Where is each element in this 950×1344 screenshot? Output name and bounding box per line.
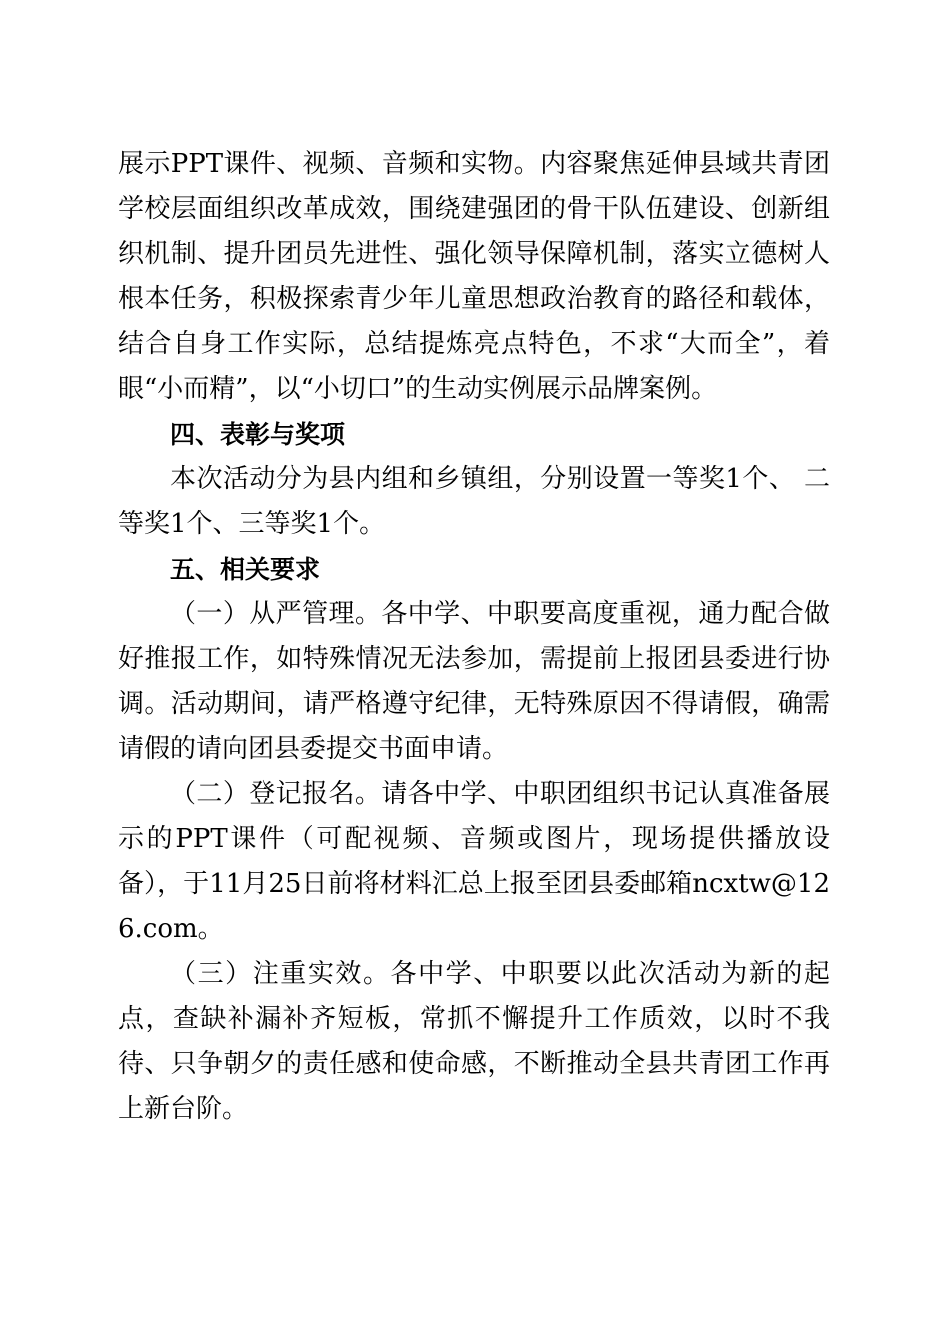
- paragraph-intro: 展示PPT课件、视频、音频和实物。内容聚焦延伸县域共青团学校层面组织改革成效，围绕建强团的骨干队伍建设、创新组织机制、提升团员先进性、强化领导保障机制，落实立德树人根本任务，积极探索青少年儿童思想政治教育的路径和载体，结合自身工作实际，总结提炼亮点特色，不求“大而全”，着眼“小而精”，以“小切口”的生动实例展示品牌案例。: [118, 149, 830, 404]
- paragraph-awards: 本次活动分为县内组和乡镇组，分别设置一等奖1个、 二等奖1个、三等奖1个。: [118, 464, 830, 539]
- section-heading-awards: 四、表彰与奖项: [170, 420, 346, 449]
- paragraph-requirement-3: （三）注重实效。各中学、中职要以此次活动为新的起点，查缺补漏补齐短板，常抓不懈提升工作质效，以时不我待、只争朝夕的责任感和使命感，不断推动全县共青团工作再上新台阶。: [118, 959, 830, 1124]
- paragraph-requirement-2: （二）登记报名。请各中学、中职团组织书记认真准备展示的PPT课件（可配视频、音频或图片，现场提供播放设备），于11月25日前将材料汇总上报至团县委邮箱ncxtw@126.com。: [118, 779, 830, 944]
- paragraph-requirement-1: （一）从严管理。各中学、中职要高度重视，通力配合做好推报工作，如特殊情况无法参加，需提前上报团县委进行协调。活动期间，请严格遵守纪律，无特殊原因不得请假，确需请假的请向团县委提交书面申请。: [118, 599, 830, 764]
- document-page: [118, 142, 830, 1132]
- section-heading-requirements: 五、相关要求: [170, 555, 321, 584]
